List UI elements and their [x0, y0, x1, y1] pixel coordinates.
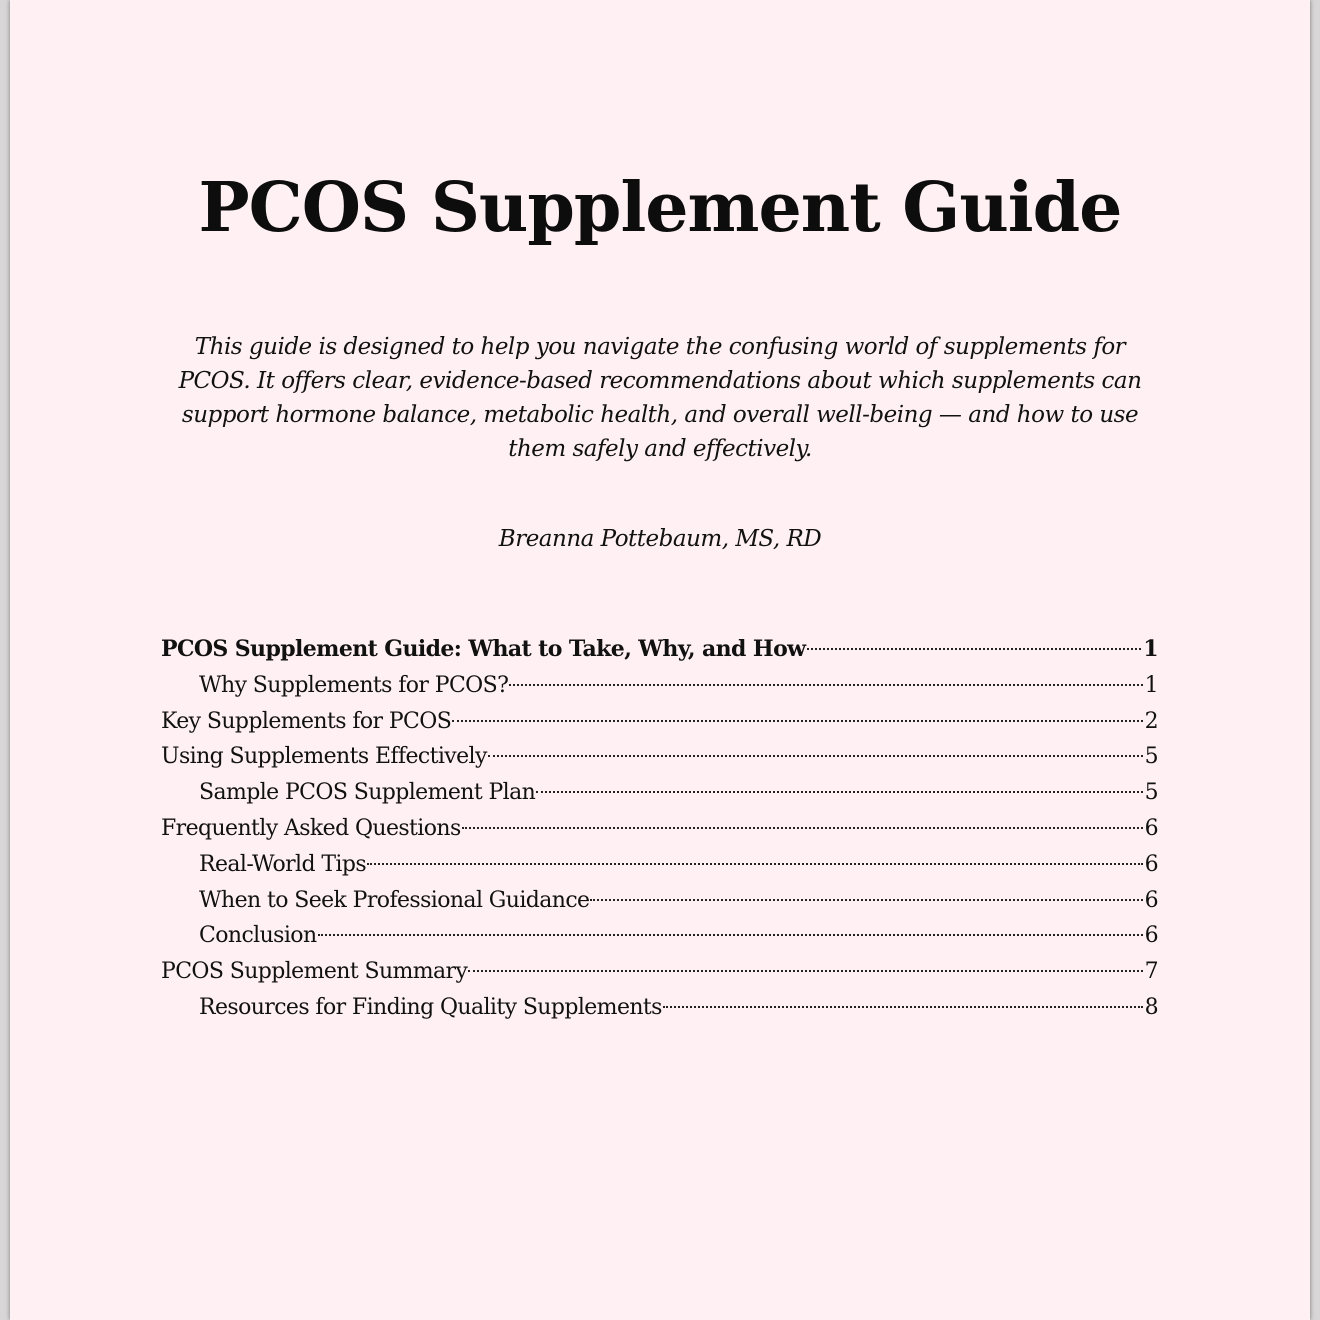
toc-entry-title: When to Seek Professional Guidance: [199, 887, 590, 913]
toc-page-number: 7: [1144, 959, 1158, 985]
toc-dot-leader: [452, 720, 1142, 722]
toc-page-number: 5: [1144, 744, 1158, 770]
toc-dot-leader: [488, 755, 1143, 757]
document-page: [10, 0, 1310, 1320]
toc-entry[interactable]: [161, 775, 1158, 811]
toc-page-number: 1: [1144, 672, 1158, 698]
toc-page-number: 8: [1144, 994, 1158, 1020]
toc-dot-leader: [807, 648, 1142, 650]
toc-entry[interactable]: [161, 668, 1158, 704]
toc-entry-title: Conclusion: [199, 923, 317, 949]
toc-dot-leader: [663, 1006, 1143, 1008]
toc-entry[interactable]: [161, 811, 1158, 847]
author-line: Breanna Pottebaum, MS, RD: [498, 526, 822, 552]
toc-entry-title: Resources for Finding Quality Supplements: [199, 994, 662, 1020]
toc-entry[interactable]: [161, 632, 1158, 668]
toc-entry[interactable]: [161, 739, 1158, 775]
toc-dot-leader: [367, 863, 1143, 865]
intro-paragraph: This guide is designed to help you navigate the confusing world of supplements for PCOS. It offers clear, evidence-based recommendations about which supplements can support hormone balance, metabolic health, and overall well-being — and how to use them safely and effectively.: [178, 334, 1142, 462]
toc-page-number: 1: [1143, 636, 1158, 662]
toc-page-number: 6: [1144, 815, 1158, 841]
toc-dot-leader: [509, 684, 1142, 686]
toc-entry[interactable]: [161, 954, 1158, 990]
toc-page-number: 6: [1144, 851, 1158, 877]
toc-dot-leader: [536, 791, 1142, 793]
toc-entry-title: PCOS Supplement Summary: [161, 959, 468, 985]
document-title: PCOS Supplement Guide: [198, 168, 1122, 248]
toc-dot-leader: [590, 899, 1142, 901]
toc-entry-title: Using Supplements Effectively: [161, 744, 487, 770]
toc-page-number: 6: [1144, 923, 1158, 949]
toc-entry-title: Key Supplements for PCOS: [161, 708, 452, 734]
toc-entry-title: Frequently Asked Questions: [161, 815, 461, 841]
toc-page-number: 6: [1144, 887, 1158, 913]
toc-dot-leader: [468, 970, 1142, 972]
toc-entry[interactable]: [161, 990, 1158, 1026]
toc-entry-title: Sample PCOS Supplement Plan: [199, 780, 536, 806]
toc-dot-leader: [318, 934, 1143, 936]
toc-dot-leader: [462, 827, 1143, 829]
toc-entry-title: Why Supplements for PCOS?: [199, 672, 509, 698]
toc-page-number: 5: [1144, 780, 1158, 806]
toc-entry[interactable]: [161, 847, 1158, 883]
toc-entry[interactable]: [161, 883, 1158, 919]
toc-page-number: 2: [1144, 708, 1158, 734]
toc-entry[interactable]: [161, 704, 1158, 740]
toc-entry[interactable]: [161, 918, 1158, 954]
toc-entry-title: Real-World Tips: [199, 851, 367, 877]
table-of-contents: [161, 632, 1158, 1026]
toc-entry-title: PCOS Supplement Guide: What to Take, Why, and How: [161, 636, 806, 662]
